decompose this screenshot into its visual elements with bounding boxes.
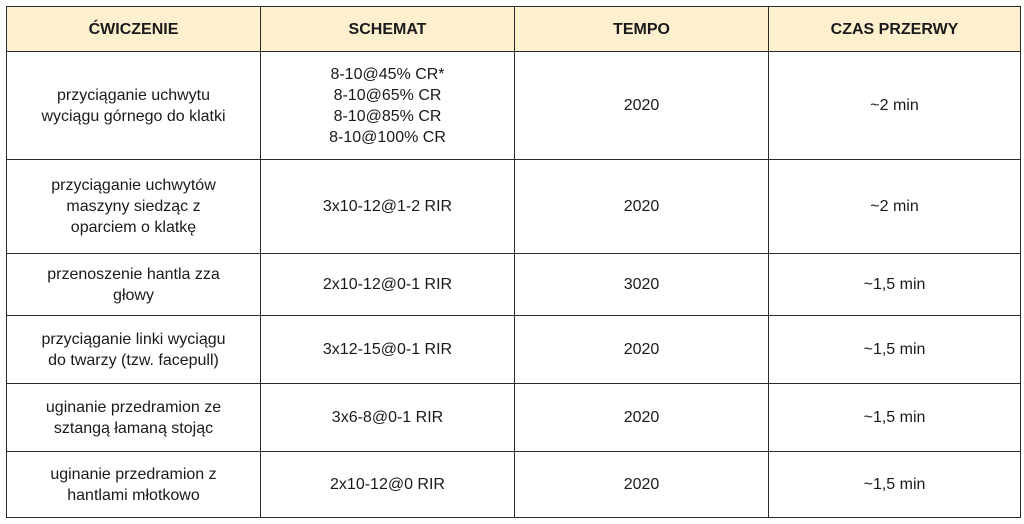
rest-cell: ~2 min — [769, 160, 1021, 254]
scheme-cell — [261, 384, 515, 452]
rest-cell: ~1,5 min — [769, 254, 1021, 316]
table-header-row — [7, 7, 1021, 52]
rest-cell: ~2 min — [769, 52, 1021, 160]
exercise-line: maszyny siedząc z — [66, 198, 201, 215]
scheme-line: 2x10-12@0 RIR — [330, 476, 445, 493]
exercise-line: sztangą łamaną stojąc — [53, 419, 214, 437]
workout-table — [6, 6, 1021, 518]
scheme-line: 8-10@100% CR — [329, 128, 446, 146]
exercise-cell — [7, 452, 261, 518]
header-rest-time: CZAS PRZERWY — [769, 7, 1021, 52]
rest-cell: ~1,5 min — [769, 316, 1021, 384]
scheme-line: 2x10-12@0-1 RIR — [322, 276, 453, 293]
scheme-line: 8-10@65% CR — [333, 86, 442, 104]
exercise-line: przyciąganie uchwytu — [57, 86, 210, 104]
scheme-cell — [261, 254, 515, 316]
exercise-line: uginanie przedramion ze — [45, 398, 222, 416]
rest-cell: ~1,5 min — [769, 452, 1021, 518]
table-row — [7, 384, 1021, 452]
scheme-line: 8-10@85% CR — [333, 107, 442, 125]
exercise-cell — [7, 160, 261, 254]
scheme-cell — [261, 452, 515, 518]
exercise-cell — [7, 384, 261, 452]
scheme-line: 3x10-12@1-2 RIR — [322, 198, 453, 215]
exercise-line: przyciąganie linki wyciągu — [41, 330, 226, 348]
exercise-line: wyciągu górnego do klatki — [41, 107, 226, 125]
scheme-line: 8-10@45% CR* — [330, 65, 445, 83]
table-row — [7, 160, 1021, 254]
exercise-line: hantlami młotkowo — [67, 486, 200, 504]
header-exercise: ĆWICZENIE — [7, 7, 261, 52]
exercise-line: oparciem o klatkę — [70, 219, 197, 236]
table-row — [7, 452, 1021, 518]
exercise-line: przenoszenie hantla zza — [47, 265, 220, 283]
tempo-cell: 2020 — [515, 160, 769, 254]
tempo-cell: 2020 — [515, 316, 769, 384]
tempo-cell: 2020 — [515, 452, 769, 518]
rest-cell: ~1,5 min — [769, 384, 1021, 452]
header-tempo: TEMPO — [515, 7, 769, 52]
exercise-line: uginanie przedramion z — [50, 465, 217, 483]
table-row — [7, 254, 1021, 316]
table-row — [7, 52, 1021, 160]
exercise-line: do twarzy (tzw. facepull) — [48, 351, 219, 369]
exercise-line: głowy — [113, 286, 154, 304]
scheme-line: 3x12-15@0-1 RIR — [322, 341, 453, 358]
exercise-line: przyciąganie uchwytów — [51, 177, 216, 194]
exercise-cell — [7, 254, 261, 316]
scheme-cell — [261, 52, 515, 160]
scheme-cell — [261, 160, 515, 254]
exercise-cell — [7, 316, 261, 384]
tempo-cell: 3020 — [515, 254, 769, 316]
tempo-cell: 2020 — [515, 384, 769, 452]
tempo-cell: 2020 — [515, 52, 769, 160]
table-row — [7, 316, 1021, 384]
exercise-cell — [7, 52, 261, 160]
workout-table-container — [6, 6, 1021, 518]
scheme-line: 3x6-8@0-1 RIR — [331, 409, 444, 426]
header-scheme: SCHEMAT — [261, 7, 515, 52]
scheme-cell — [261, 316, 515, 384]
